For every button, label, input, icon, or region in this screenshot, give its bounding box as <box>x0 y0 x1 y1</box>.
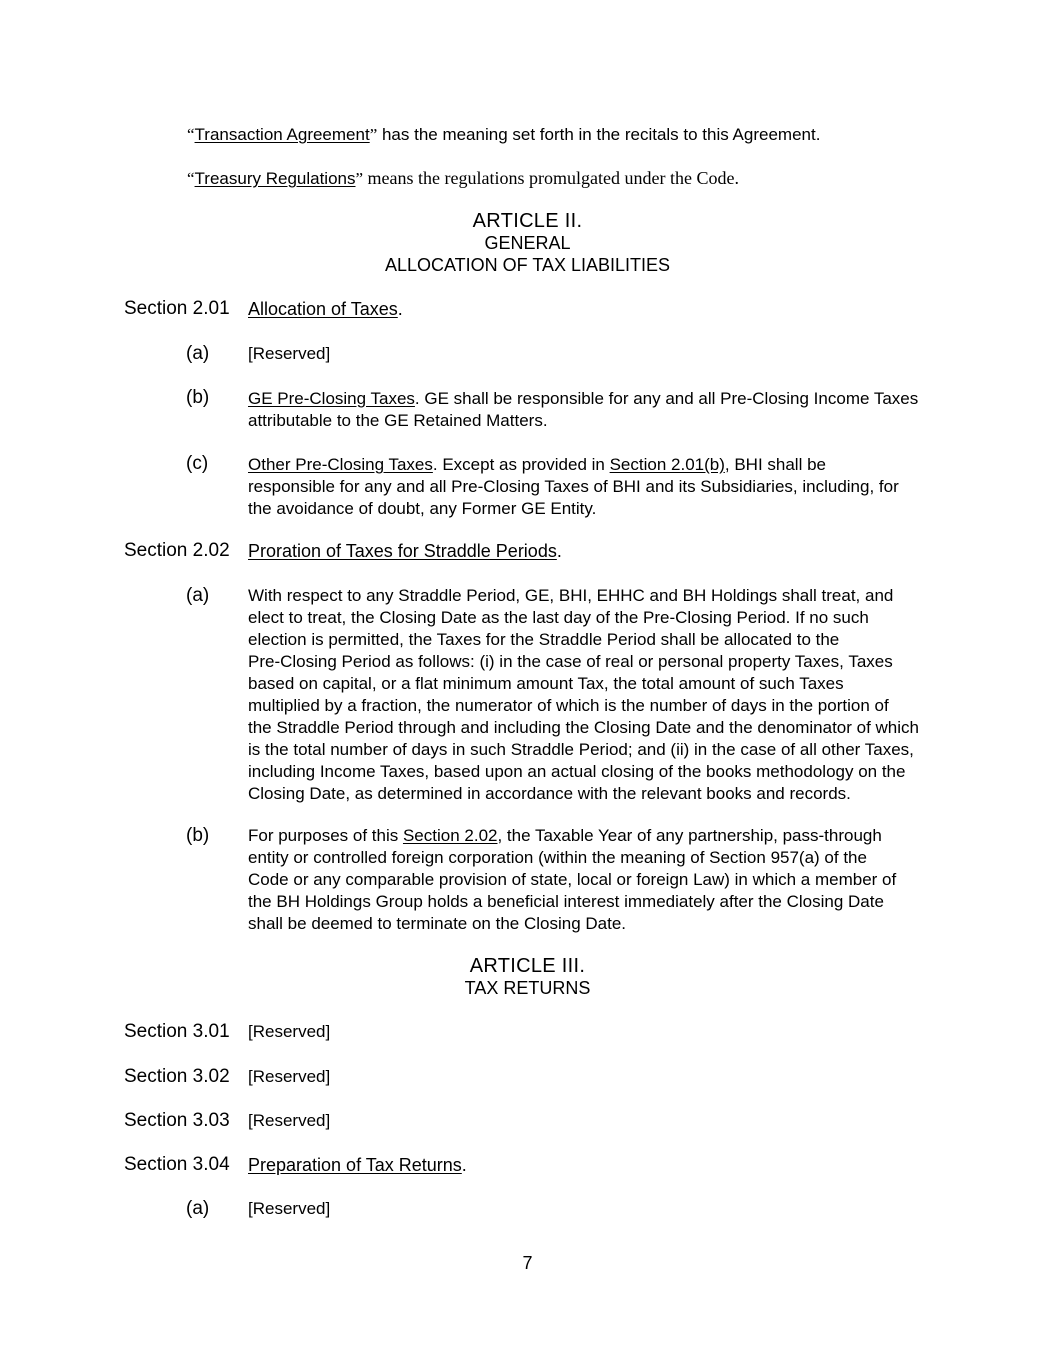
item-2-01-b-text: GE Pre-Closing Taxes. GE shall be responsible for any and all Pre-Closing Income Taxes attributable to the GE Retained Matters. <box>248 389 919 430</box>
section-2-02-label: Section 2.02 <box>124 540 230 561</box>
article-3-subtitle: TAX RETURNS <box>464 978 591 998</box>
item-2-02-a-text: With respect to any Straddle Period, GE, BHI, EHHC and BH Holdings shall treat, and elect to treat, the Closing Date as the last day of the Pre-Closing Period. If no such election is permitted, the Taxes for the Straddle Period shall be allocated to the Pre-Closing Period as follows: (i) in the case of real or personal property Taxes, Taxes based on capital, or a flat minimum amount Tax, the total amount of such Taxes multiplied by a fraction, the numerator of which is the number of days in the portion of the Straddle Period through and including the Closing Date and the denominator of which is the total number of days in such Straddle Period; and (ii) in the case of all other Taxes, including Income Taxes, based upon an actual closing of the books methodology on the Closing Date, as determined in accordance with the relevant books and records. <box>248 586 919 803</box>
item-2-02-a-label: (a) <box>186 585 210 606</box>
defined-term: Transaction Agreement <box>194 125 370 144</box>
section-3-04-label: Section 3.04 <box>124 1154 230 1175</box>
item-2-02-b-label: (b) <box>186 825 210 846</box>
section-3-02-label: Section 3.02 <box>124 1066 230 1087</box>
section-3-02-text: [Reserved] <box>248 1067 331 1086</box>
section-3-01-label: Section 3.01 <box>124 1021 230 1042</box>
article-2-subtitle-line2: ALLOCATION OF TAX LIABILITIES <box>384 255 671 275</box>
section-3-03-text: [Reserved] <box>248 1111 331 1130</box>
item-heading: Other Pre-Closing Taxes <box>248 455 433 474</box>
definition-transaction-agreement: “Transaction Agreement” has the meaning set forth in the recitals to this Agreement. <box>187 125 821 144</box>
definition-treasury-regulations: “Treasury Regulations” means the regulations promulgated under the Code. <box>187 168 739 188</box>
item-2-01-c-text: Other Pre-Closing Taxes. Except as provided in Section 2.01(b), BHI shall be responsible for any and all Pre-Closing Taxes of BHI and its Subsidiaries, including, for the avoidance of doubt, any Former GE Entity. <box>248 455 899 518</box>
defined-term: Treasury Regulations <box>194 169 356 188</box>
item-3-04-a-label: (a) <box>186 1198 210 1219</box>
section-3-01-text: [Reserved] <box>248 1022 331 1041</box>
item-2-01-b-label: (b) <box>186 387 210 408</box>
section-3-04-heading: Preparation of Tax Returns. <box>248 1155 467 1175</box>
section-2-01-label: Section 2.01 <box>124 298 230 319</box>
item-3-04-a-text: [Reserved] <box>248 1199 331 1218</box>
item-heading: GE Pre-Closing Taxes <box>248 389 415 408</box>
item-2-02-b-text: For purposes of this Section 2.02, the Taxable Year of any partnership, pass-through entity or controlled foreign corporation (within the meaning of Section 957(a) of the Code or any comparable provision of state, local or foreign Law) in which a member of the BH Holdings Group holds a beneficial interest immediately after the Closing Date shall be deemed to terminate on the Closing Date. <box>248 826 897 933</box>
item-2-01-c-label: (c) <box>186 453 209 474</box>
page-number: 7 <box>522 1253 533 1273</box>
item-2-01-a-label: (a) <box>186 343 210 364</box>
article-2-subtitle-line1: GENERAL <box>484 233 571 253</box>
article-3-title: ARTICLE III. <box>469 955 586 977</box>
item-2-01-a-text: [Reserved] <box>248 344 331 363</box>
section-2-02-heading: Proration of Taxes for Straddle Periods. <box>248 541 562 561</box>
section-cross-reference[interactable]: Section 2.01(b) <box>609 455 725 474</box>
article-2-title: ARTICLE II. <box>472 210 583 232</box>
section-2-01-heading: Allocation of Taxes. <box>248 299 403 319</box>
section-cross-reference[interactable]: Section 2.02 <box>402 826 498 845</box>
section-3-03-label: Section 3.03 <box>124 1110 230 1131</box>
